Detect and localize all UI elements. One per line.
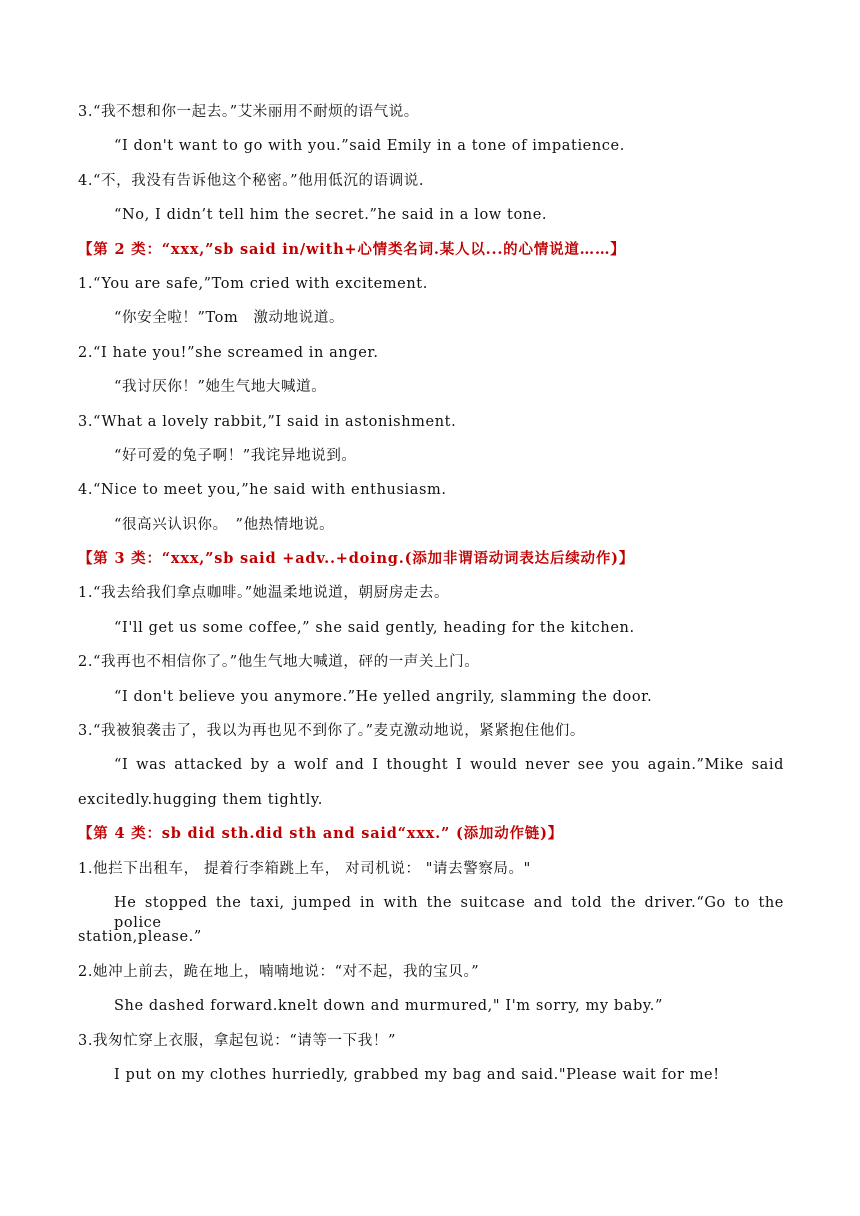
cat2-example-3-chinese: “好可爱的兔子啊！”我诧异地说到。 xyxy=(114,447,357,464)
cat4-example-2-english: She dashed forward.knelt down and murmured," I'm sorry, my baby.” xyxy=(114,998,663,1015)
cat4-example-1-english-line2: station,please.” xyxy=(78,929,202,946)
cat2-example-4-english: 4.“Nice to meet you,”he said with enthusiasm. xyxy=(78,482,447,499)
cat3-example-1-chinese: 1.“我去给我们拿点咖啡。”她温柔地说道，朝厨房走去。 xyxy=(78,585,450,602)
cat4-example-1-chinese: 1.他拦下出租车， 提着行李箱跳上车， 对司机说： "请去警察局。" xyxy=(78,860,531,877)
example-4-chinese: 4.“不，我没有告诉他这个秘密。”他用低沉的语调说. xyxy=(78,172,425,189)
cat2-example-2-chinese: “我讨厌你！”她生气地大喊道。 xyxy=(114,379,327,396)
example-3-english: “I don't want to go with you.”said Emily in a tone of impatience. xyxy=(114,138,625,155)
category-3-heading: 【第 3 类：“xxx,”sb said +adv..+doing.(添加非谓语动词表达后续动作)】 xyxy=(78,550,635,568)
cat3-example-3-english-line1: “I was attacked by a wolf and I thought I would never see you again.”Mike said xyxy=(114,757,784,774)
cat2-example-3-english: 3.“What a lovely rabbit,”I said in astonishment. xyxy=(78,413,457,430)
cat3-example-2-chinese: 2.“我再也不相信你了。”他生气地大喊道，砰的一声关上门。 xyxy=(78,654,480,671)
cat2-example-4-chinese: “很高兴认识你。 ”他热情地说。 xyxy=(114,516,335,533)
example-3-chinese: 3.“我不想和你一起去。”艾米丽用不耐烦的语气说。 xyxy=(78,104,419,120)
cat3-example-2-english: “I don't believe you anymore.”He yelled angrily, slamming the door. xyxy=(114,688,653,705)
cat2-example-2-english: 2.“I hate you!”she screamed in anger. xyxy=(78,344,379,361)
cat2-example-1-english: 1.“You are safe,”Tom cried with excitement. xyxy=(78,275,428,292)
cat4-example-3-chinese: 3.我匆忙穿上衣服，拿起包说：“请等一下我！” xyxy=(78,1032,396,1049)
category-2-heading: 【第 2 类：“xxx,”sb said in/with+心情类名词.某人以...的心情说道……】 xyxy=(78,240,626,258)
cat3-example-1-english: “I'll get us some coffee,” she said gently, heading for the kitchen. xyxy=(114,619,635,636)
cat2-example-1-chinese: “你安全啦！”Tom 激动地说道。 xyxy=(114,310,345,327)
cat4-example-3-english: I put on my clothes hurriedly, grabbed my bag and said."Please wait for me! xyxy=(114,1066,720,1083)
cat4-example-1-english-line1: He stopped the taxi, jumped in with the suitcase and told the driver.“Go to the police xyxy=(114,894,784,931)
cat3-example-3-chinese: 3.“我被狼袭击了，我以为再也见不到你了。”麦克激动地说，紧紧抱住他们。 xyxy=(78,723,586,740)
cat4-example-2-chinese: 2.她冲上前去，跪在地上，喃喃地说：“对不起，我的宝贝。” xyxy=(78,963,480,980)
document-body xyxy=(78,102,784,1099)
cat3-example-3-english-line2: excitedly.hugging them tightly. xyxy=(78,791,323,808)
category-4-heading: 【第 4 类：sb did sth.did sth and said“xxx.” (添加动作链)】 xyxy=(78,825,564,843)
example-4-english: “No, I didn’t tell him the secret.”he said in a low tone. xyxy=(114,207,548,224)
